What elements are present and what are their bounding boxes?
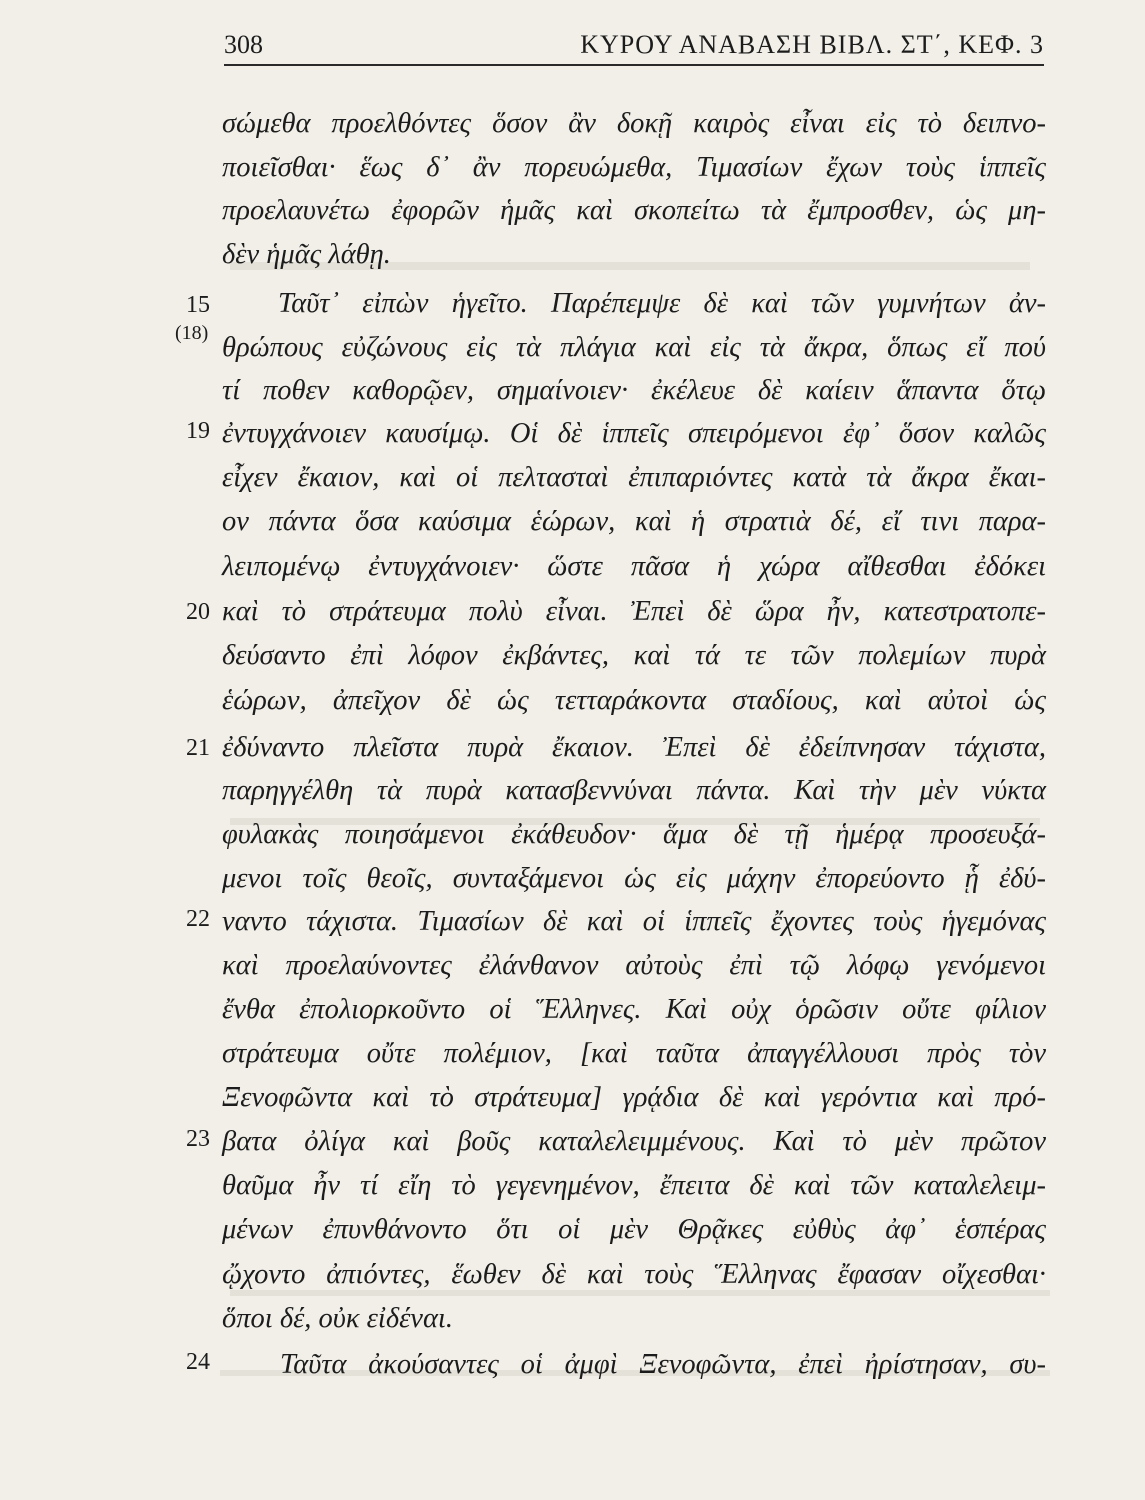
text-line: θαῦμα ἦν τί εἴη τὸ γεγενημένον, ἔπειτα δὲ καὶ τῶν καταλελειμ- [222, 1170, 1046, 1201]
text-line: Ξενοφῶντα καὶ τὸ στράτευμα] γρᾴδια δὲ καὶ γερόντια καὶ πρό- [222, 1082, 1046, 1113]
text-line: καὶ προελαύνοντες ἐλάνθανον αὐτοὺς ἐπὶ τῷ λόφῳ γενόμενοι [222, 950, 1046, 981]
text-line: προελαυνέτω ἐφορῶν ἡμᾶς καὶ σκοπείτω τὰ ἔμπροσθεν, ὡς μη- [222, 195, 1046, 226]
text-line: ᾤχοντο ἀπιόντες, ἕωθεν δὲ καὶ τοὺς Ἕλληνας ἔφασαν οἴχεσθαι· [222, 1259, 1046, 1290]
text-line: φυλακὰς ποιησάμενοι ἐκάθευδον· ἅμα δὲ τῇ ἡμέρᾳ προσευξά- [222, 819, 1046, 850]
text-line: μένων ἐπυνθάνοντο ὅτι οἱ μὲν Θρᾷκες εὐθὺς ἀφ᾽ ἑσπέρας [222, 1214, 1046, 1245]
text-line: θρώπους εὐζώνους εἰς τὰ πλάγια καὶ εἰς τὰ ἄκρα, ὅπως εἴ πού [222, 332, 1046, 363]
text-line: σώμεθα προελθόντες ὅσον ἂν δοκῇ καιρὸς εἶναι εἰς τὸ δειπνο- [222, 108, 1046, 139]
text-line: βατα ὀλίγα καὶ βοῦς καταλελειμμένους. Καὶ τὸ μὲν πρῶτον [222, 1126, 1046, 1157]
running-title: ΚΥΡΟΥ ΑΝΑΒΑΣΗ ΒΙΒΛ. ΣΤ΄, ΚΕΦ. 3 [580, 30, 1044, 59]
text-line: Ταῦτ᾽ εἰπὼν ἡγεῖτο. Παρέπεμψε δὲ καὶ τῶν γυμνήτων ἀν- [278, 288, 1046, 319]
section-number-20: 20 [186, 599, 210, 625]
text-line: δεύσαντο ἐπὶ λόφον ἐκβάντες, καὶ τά τε τῶν πολεμίων πυρὰ [222, 640, 1046, 671]
page-number: 308 [224, 30, 263, 59]
text-line: λειπομένῳ ἐντυγχάνοιεν· ὥστε πᾶσα ἡ χώρα αἴθεσθαι ἐδόκει [222, 551, 1046, 582]
section-number-15: 15 [186, 292, 210, 318]
text-line: ποιεῖσθαι· ἕως δ᾽ ἂν πορευώμεθα, Τιμασίων ἔχων τοὺς ἱππεῖς [222, 152, 1046, 183]
text-line: ἑώρων, ἀπεῖχον δὲ ὡς τετταράκοντα σταδίους, καὶ αὐτοὶ ὡς [222, 685, 1046, 716]
text-line: στράτευμα οὔτε πολέμιον, [καὶ ταῦτα ἀπαγγέλλουσι πρὸς τὸν [222, 1038, 1046, 1069]
text-line: καὶ τὸ στράτευμα πολὺ εἶναι. Ἐπεὶ δὲ ὥρα ἦν, κατεστρατοπε- [222, 596, 1046, 627]
section-number-19: 19 [186, 418, 210, 444]
text-line: εἶχεν ἔκαιον, καὶ οἱ πελτασταὶ ἐπιπαριόντες κατὰ τὰ ἄκρα ἔκαι- [222, 462, 1046, 493]
section-number-21: 21 [186, 735, 210, 761]
section-number-22: 22 [186, 906, 210, 932]
text-line: παρηγγέλθη τὰ πυρὰ κατασβεννύναι πάντα. Καὶ τὴν μὲν νύκτα [222, 775, 1046, 806]
text-line: ον πάντα ὅσα καύσιμα ἑώρων, καὶ ἡ στρατιὰ δέ, εἴ τινι παρα- [222, 506, 1046, 537]
text-line: δὲν ἡμᾶς λάθῃ. [222, 239, 391, 270]
text-line: ναντο τάχιστα. Τιμασίων δὲ καὶ οἱ ἱππεῖς ἔχοντες τοὺς ἡγεμόνας [222, 906, 1046, 937]
text-line: Ταῦτα ἀκούσαντες οἱ ἀμφὶ Ξενοφῶντα, ἐπεὶ ἠρίστησαν, συ- [280, 1349, 1046, 1380]
running-head [224, 30, 1044, 66]
section-number-23: 23 [186, 1126, 210, 1152]
section-number-24: 24 [186, 1349, 210, 1375]
section-number-18-alt: (18) [175, 322, 209, 344]
text-line: ἔνθα ἐπολιορκοῦντο οἱ Ἕλληνες. Καὶ οὐχ ὁρῶσιν οὔτε φίλιον [222, 994, 1046, 1025]
text-line: ἐδύναντο πλεῖστα πυρὰ ἔκαιον. Ἐπεὶ δὲ ἐδείπνησαν τάχιστα, [222, 732, 1046, 763]
text-line: μενοι τοῖς θεοῖς, συνταξάμενοι ὡς εἰς μάχην ἐπορεύοντο ᾗ ἐδύ- [222, 863, 1046, 894]
text-line: ἐντυγχάνοιεν καυσίμῳ. Οἱ δὲ ἱππεῖς σπειρόμενοι ἐφ᾽ ὅσον καλῶς [222, 418, 1046, 449]
text-line: ὅποι δέ, οὐκ εἰδέναι. [222, 1303, 453, 1334]
text-line: τί ποθεν καθορῷεν, σημαίνοιεν· ἐκέλευε δὲ καίειν ἅπαντα ὅτῳ [222, 375, 1046, 406]
